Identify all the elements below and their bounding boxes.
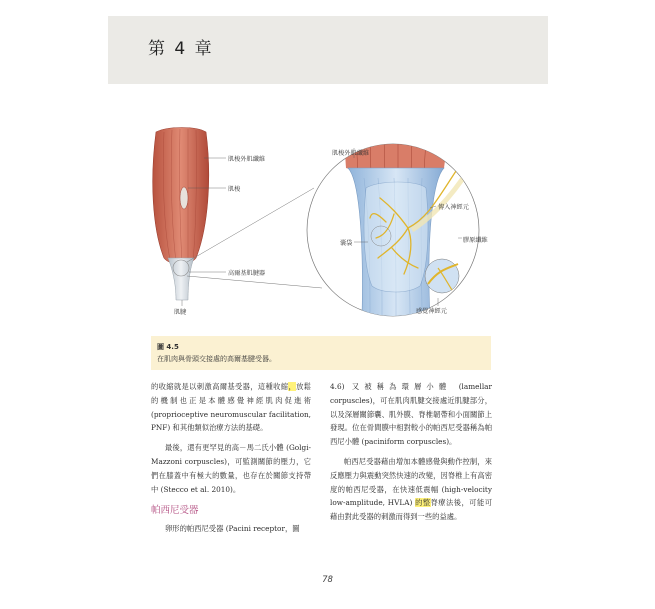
figure-golgi-tendon-organ <box>108 118 548 333</box>
highlight: ， <box>288 382 297 391</box>
label-sensory-neuron: 感覺神經元 <box>416 308 447 315</box>
label-capsule: 囊袋 <box>340 240 353 247</box>
label-muscle-spindle: 肌梭 <box>228 186 241 193</box>
chapter-header <box>108 16 548 84</box>
anatomy-illustration <box>108 118 548 333</box>
paragraph: 帕西尼受器藉由增加本體感覺與動作控制，來反應壓力與震動突然快速的改變，因脊椎上有高密度的帕西尼受器，在快速低震幅 (high-velocity low-amplitude, HVLA) 的整脊療法後，可能可藉由對此受器的刺激而得到一些的益處。 <box>330 456 493 522</box>
figure-caption <box>151 336 491 370</box>
page-number: 78 <box>322 575 333 585</box>
paragraph: 最後，還有更罕見的高－馬二氏小體 (Golgi-Mazzoni corpuscles)，可監測關節的壓力，它們在膝蓋中有極大的數量，也存在於關節支持帶中 (Stecco et al. 2010)。 <box>151 443 311 494</box>
tendon-shape <box>168 258 194 300</box>
label-collagen-fiber: 膠原纖維 <box>463 237 488 244</box>
paragraph: 的收縮就是以刺激高爾基受器，這種收縮，放鬆的機制也正是本體感覺神經肌肉促進術 (proprioceptive neuromuscular facilitation, PNF) 和其他類似治療方法的基礎。 <box>151 382 312 433</box>
caption-label: 圖 4.5 <box>157 343 179 351</box>
label-muscle-fiber-outer: 肌梭外肌纖維 <box>228 156 266 163</box>
section-heading: 帕西尼受器 <box>151 505 199 517</box>
paragraph: 卵形的帕西尼受器 (Pacini receptor，圖 <box>165 524 300 534</box>
caption-text: 在肌肉與骨頭交接處的高爾基腱受器。 <box>157 355 276 363</box>
muscle-spindle-shape <box>180 187 188 209</box>
text-column-left <box>151 380 311 536</box>
highlight: 的整 <box>415 498 431 508</box>
label-zoom-muscle-fiber: 肌梭外肌纖維 <box>332 150 370 157</box>
chapter-title: 第 4 章 <box>148 39 214 59</box>
paragraph: 4.6) 又被稱為環層小體 (lamellar corpuscles)，可在肌肉肌腱交接處近肌腱部分，以及深層關節囊、肌外膜、脊椎韌帶和小面關節上發現。位在骨間膜中相對較小的帕西尼受器稱為帕西尼小體 (paciniform corpuscles)。 <box>330 382 492 447</box>
text-column-right <box>330 380 492 524</box>
label-tendon: 肌腱 <box>174 309 187 316</box>
label-golgi-organ: 高爾基肌腱器 <box>228 270 266 277</box>
label-afferent-neuron: 傳入神經元 <box>438 204 469 211</box>
